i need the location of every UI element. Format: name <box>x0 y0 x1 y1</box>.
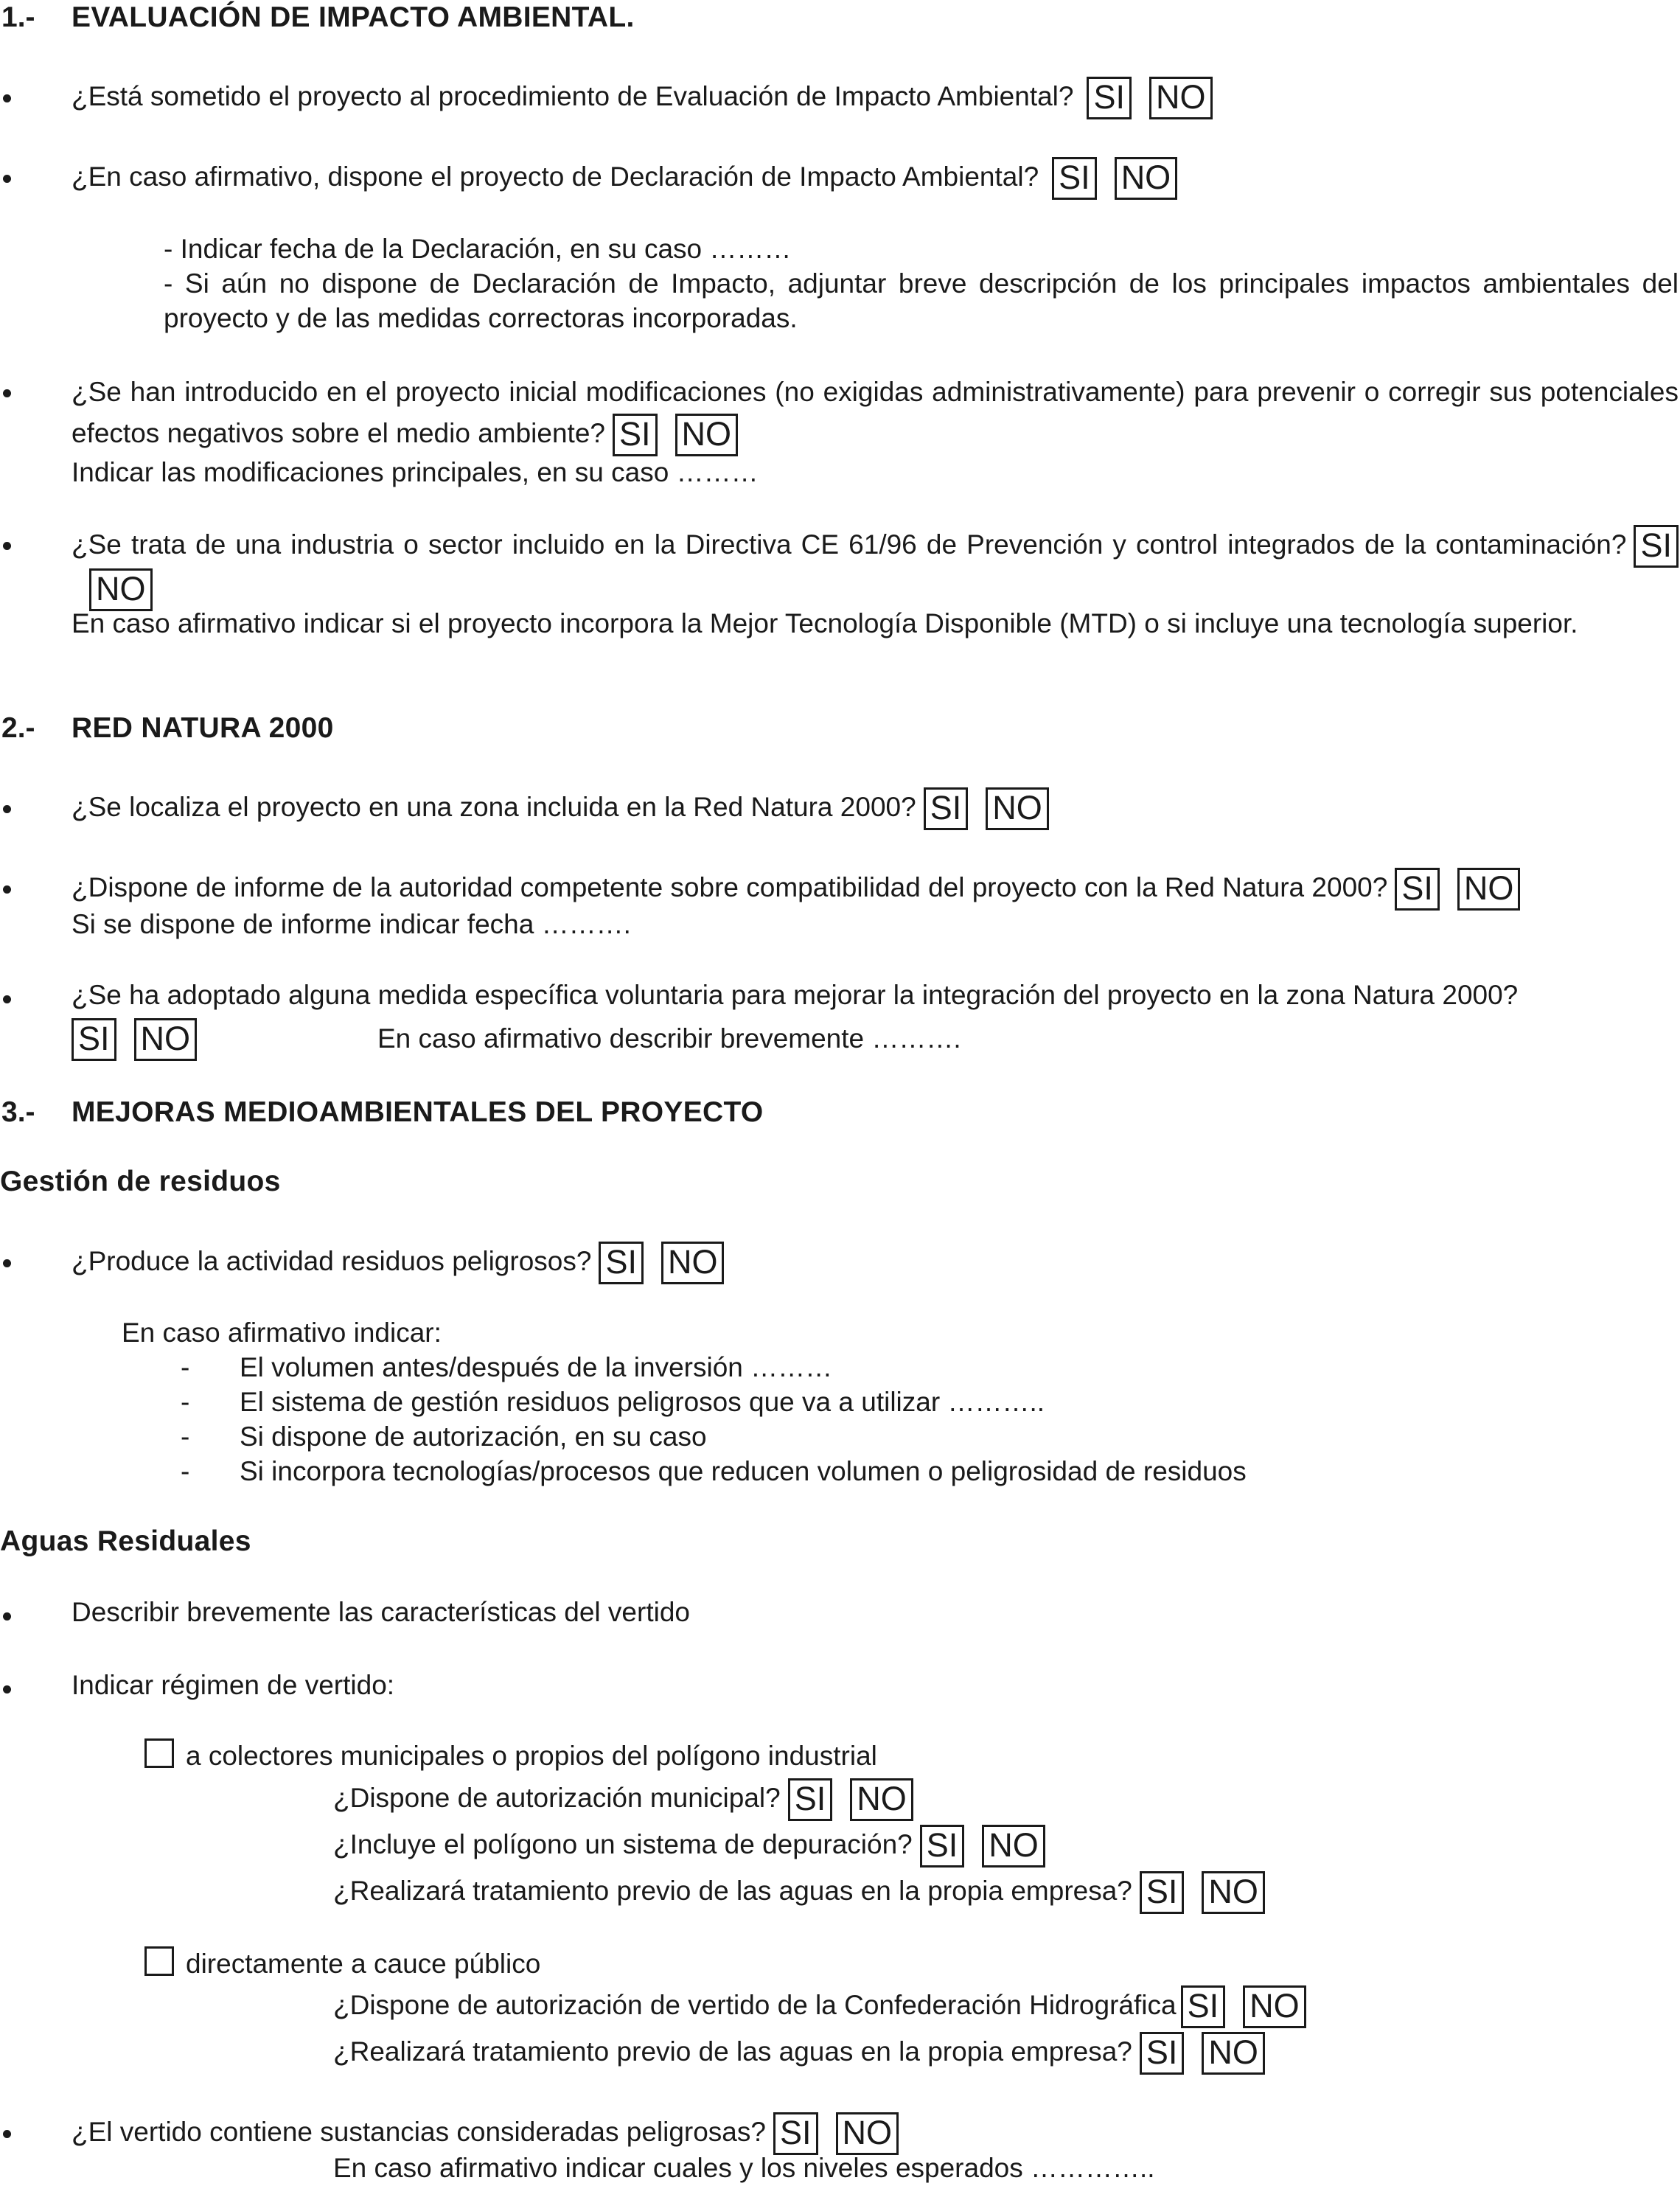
yes-box[interactable]: SI <box>773 2112 818 2155</box>
natura-measures-note: En caso afirmativo describir brevemente ………. <box>377 1023 961 1054</box>
waste-item: Si incorpora tecnologías/procesos que reducen volumen o peligrosidad de residuos <box>240 1456 1247 1486</box>
yes-box[interactable]: SI <box>1140 2032 1185 2075</box>
yes-box[interactable]: SI <box>920 1825 965 1868</box>
no-box[interactable]: NO <box>1115 157 1178 200</box>
option-public-channel-checkbox[interactable] <box>144 1946 174 1976</box>
no-box[interactable]: NO <box>850 1778 913 1821</box>
section-3-number: 3.- <box>1 1096 35 1128</box>
no-box[interactable]: NO <box>836 2112 899 2155</box>
section-1-title: EVALUACIÓN DE IMPACTO AMBIENTAL. <box>72 1 635 33</box>
bullet-icon <box>3 94 11 102</box>
waste-item: El volumen antes/después de la inversión ……… <box>240 1352 833 1382</box>
yes-box[interactable]: SI <box>599 1242 644 1284</box>
bullet-icon <box>3 1685 11 1694</box>
question-directive-ippc: ¿Se trata de una industria o sector incluido en la Directiva CE 61/96 de Prevención y control integrados de la contaminación? SINO <box>72 524 1679 611</box>
bullet-icon <box>3 1259 11 1267</box>
question-eia-submitted: ¿Está sometido el proyecto al procedimiento de Evaluación de Impacto Ambiental? SI NO <box>72 77 1213 119</box>
declaration-missing-note: - Si aún no dispone de Declaración de Impacto, adjuntar breve descripción de los principales impactos ambientales del proyecto y de las medidas correctoras incorporadas. <box>164 268 1679 333</box>
directive-mtd-note: En caso afirmativo indicar si el proyecto incorpora la Mejor Tecnología Disponible (MTD) o si incluye una tecnología superior. <box>72 608 1578 638</box>
yes-box[interactable]: SI <box>1052 157 1097 200</box>
natura-report-date-note: Si se dispone de informe indicar fecha ………. <box>72 909 631 939</box>
question-hazardous-substances: ¿El vertido contiene sustancias consideradas peligrosas? SI NO <box>72 2112 899 2155</box>
no-box[interactable]: NO <box>1202 1871 1265 1914</box>
yes-box[interactable]: SI <box>788 1778 833 1821</box>
modifications-note: Indicar las modificaciones principales, en su caso ……… <box>72 457 759 487</box>
question-hydrographic-authorization: ¿Dispone de autorización de vertido de la Confederación Hidrográfica SI NO <box>333 1985 1306 2028</box>
bullet-icon <box>3 175 11 183</box>
question-project-modifications: ¿Se han introducido en el proyecto inicial modificaciones (no exigidas administrativamente) para prevenir o corregir sus potenciales efectos negativos sobre el medio ambiente? SI NO <box>72 372 1679 456</box>
no-box[interactable]: NO <box>1457 868 1521 911</box>
list-dash: - <box>181 1352 190 1382</box>
bullet-icon <box>3 2130 11 2138</box>
subheading-wastewater: Aguas Residuales <box>0 1525 251 1557</box>
question-municipal-authorization: ¿Dispone de autorización municipal? SI NO <box>333 1778 913 1821</box>
question-natura-report: ¿Dispone de informe de la autoridad competente sobre compatibilidad del proyecto con la Red Natura 2000? SI NO <box>72 868 1520 911</box>
list-dash: - <box>181 1421 190 1452</box>
question-polygon-treatment: ¿Incluye el polígono un sistema de depuración? SI NO <box>333 1825 1045 1868</box>
question-company-pretreatment: ¿Realizará tratamiento previo de las aguas en la propia empresa? SI NO <box>333 1871 1265 1914</box>
no-box[interactable]: NO <box>986 787 1049 830</box>
bullet-icon <box>3 1612 11 1621</box>
yes-box[interactable]: SI <box>613 414 658 456</box>
question-natura-measures: ¿Se ha adoptado alguna medida específica voluntaria para mejorar la integración del proyecto en la zona Natura 2000? <box>72 980 1519 1010</box>
bullet-icon <box>3 389 11 397</box>
question-natura-zone: ¿Se localiza el proyecto en una zona incluida en la Red Natura 2000? SI NO <box>72 787 1049 830</box>
natura-measures-choices <box>58 1018 197 1061</box>
list-dash: - <box>181 1387 190 1417</box>
section-3-title: MEJORAS MEDIOAMBIENTALES DEL PROYECTO <box>72 1096 764 1128</box>
yes-box[interactable]: SI <box>1634 525 1679 568</box>
no-box[interactable]: NO <box>1202 2032 1265 2075</box>
wastewater-regime: Indicar régimen de vertido: <box>72 1670 395 1700</box>
yes-box[interactable]: SI <box>1181 1985 1226 2028</box>
question-hazardous-waste: ¿Produce la actividad residuos peligrosos? SI NO <box>72 1242 724 1284</box>
option-public-channel: directamente a cauce público <box>144 1946 540 1981</box>
yes-box[interactable]: SI <box>1395 868 1440 911</box>
hazardous-substances-note: En caso afirmativo indicar cuales y los niveles esperados ………….. <box>333 2153 1155 2183</box>
section-2-number: 2.- <box>1 712 35 744</box>
no-box[interactable]: NO <box>1243 1985 1306 2028</box>
yes-box[interactable]: SI <box>1140 1871 1185 1914</box>
option-municipal-collectors: a colectores municipales o propios del polígono industrial <box>144 1738 877 1773</box>
option-municipal-checkbox[interactable] <box>144 1738 174 1768</box>
bullet-icon <box>3 805 11 813</box>
no-box[interactable]: NO <box>982 1825 1045 1868</box>
yes-box[interactable]: SI <box>924 787 969 830</box>
subheading-waste-management: Gestión de residuos <box>0 1166 281 1197</box>
bullet-icon <box>3 995 11 1003</box>
no-box[interactable]: NO <box>1149 77 1213 119</box>
no-box[interactable]: NO <box>134 1018 198 1061</box>
bullet-icon <box>3 542 11 550</box>
question-eia-declaration: ¿En caso afirmativo, dispone el proyecto de Declaración de Impacto Ambiental? SI NO <box>72 157 1177 200</box>
no-box[interactable]: NO <box>675 414 739 456</box>
no-box[interactable]: NO <box>661 1242 725 1284</box>
yes-box[interactable]: SI <box>72 1018 116 1061</box>
list-dash: - <box>181 1456 190 1486</box>
section-2-title: RED NATURA 2000 <box>72 712 334 744</box>
declaration-date-note: - Indicar fecha de la Declaración, en su caso ……… <box>164 234 792 264</box>
waste-item: Si dispone de autorización, en su caso <box>240 1421 707 1452</box>
section-1-number: 1.- <box>1 1 35 33</box>
question-company-pretreatment-2: ¿Realizará tratamiento previo de las aguas en la propia empresa? SI NO <box>333 2032 1265 2075</box>
waste-item: El sistema de gestión residuos peligrosos que va a utilizar ……….. <box>240 1387 1045 1417</box>
bullet-icon <box>3 885 11 894</box>
wastewater-describe: Describir brevemente las características del vertido <box>72 1597 690 1627</box>
yes-box[interactable]: SI <box>1087 77 1132 119</box>
no-box[interactable]: NO <box>89 568 153 611</box>
waste-intro: En caso afirmativo indicar: <box>122 1317 442 1348</box>
